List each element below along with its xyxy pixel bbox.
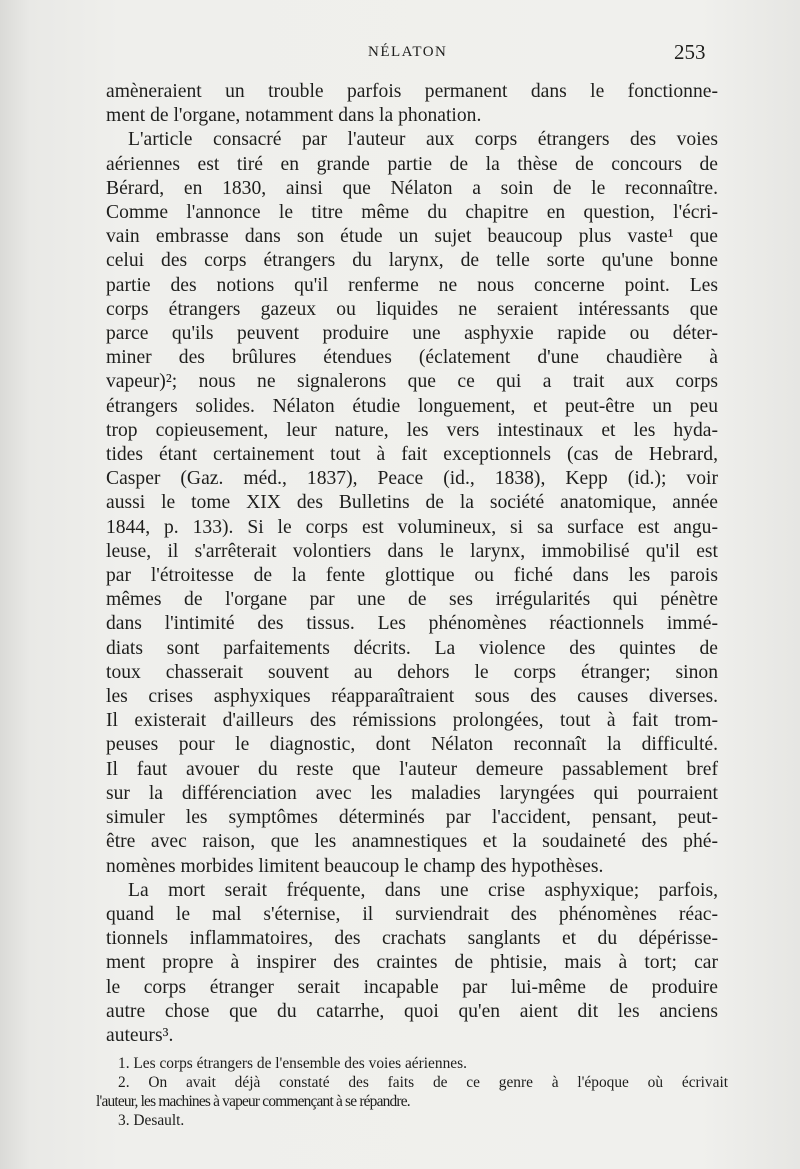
- text-line: trop copieusement, leur nature, les vers intestinaux et les hyda-: [106, 419, 718, 441]
- text-line: Il existerait d'ailleurs des rémissions prolongées, tout à fait trom-: [106, 710, 718, 732]
- text-line: toux chasserait souvent au dehors le corps étranger; sinon: [106, 661, 718, 683]
- page-number: 253: [674, 40, 706, 64]
- running-title: NÉLATON: [368, 44, 448, 60]
- text-line: quand le mal s'éternise, il surviendrait des phénomènes réac-: [106, 903, 718, 925]
- text-line: celui des corps étrangers du larynx, de telle sorte qu'une bonne: [106, 250, 718, 272]
- text-line: par l'étroitesse de la fente glottique ou fiché dans les parois: [106, 565, 718, 587]
- text-line: autre chose que du catarrhe, quoi qu'en aient dit les anciens: [106, 1000, 718, 1022]
- paragraph-3: [106, 879, 718, 1048]
- body-text: [106, 80, 718, 1048]
- text-line: Casper (Gaz. méd., 1837), Peace (id., 1838), Kepp (id.); voir: [106, 468, 718, 490]
- text-line: diats sont parfaitements décrits. La violence des quintes de: [106, 637, 718, 659]
- text-line: sur la différenciation avec les maladies laryngées qui pourraient: [106, 782, 718, 804]
- text-line: tides étant certainement tout à fait exceptionnels (cas de Hebrard,: [106, 444, 718, 466]
- page-header: [0, 40, 800, 66]
- text-line: vain embrasse dans son étude un sujet beaucoup plus vaste¹ que: [106, 226, 718, 248]
- text-line: miner des brûlures étendues (éclatement d'une chaudière à: [106, 347, 718, 369]
- text-line: leuse, il s'arrêterait volontiers dans le larynx, immobilisé qu'il est: [106, 540, 718, 562]
- text-line: partie des notions qu'il renferme ne nous concerne point. Les: [106, 274, 718, 296]
- text-line: nomènes morbides limitent beaucoup le champ des hypothèses.: [106, 855, 604, 877]
- text-line: mêmes de l'organe par une de ses irrégularités qui pénètre: [106, 589, 718, 611]
- text-line: ment propre à inspirer des craintes de phtisie, mais à tort; car: [106, 952, 718, 974]
- paragraph-2: [106, 128, 718, 878]
- text-line: Il faut avouer du reste que l'auteur demeure passablement bref: [106, 758, 718, 780]
- text-line: étrangers solides. Nélaton étudie longuement, et peut-être un peu: [106, 395, 718, 417]
- text-line: ment de l'organe, notamment dans la phonation.: [106, 105, 482, 127]
- text-line: L'article consacré par l'auteur aux corps étrangers des voies: [128, 129, 718, 151]
- text-line: Bérard, en 1830, ainsi que Nélaton a soin de le reconnaître.: [106, 177, 718, 199]
- text-line: tionnels inflammatoires, des crachats sanglants et du dépérisse-: [106, 928, 718, 950]
- text-line: le corps étranger serait incapable par lui-même de produire: [106, 976, 718, 998]
- text-line: vapeur)²; nous ne signalerons que ce qui a trait aux corps: [106, 371, 718, 393]
- text-line: 1844, p. 133). Si le corps est volumineux, si sa surface est angu-: [106, 516, 718, 538]
- footnote-1: 1. Les corps étrangers de l'ensemble des voies aériennes.: [118, 1055, 467, 1072]
- paragraph-1: [106, 80, 718, 128]
- text-line: amèneraient un trouble parfois permanent dans le fonctionne-: [106, 81, 718, 102]
- footnote-2-continuation: l'auteur, les machines à vapeur commençant à se répandre.: [96, 1093, 410, 1110]
- footnotes: [96, 1054, 728, 1130]
- text-line: parce qu'ils peuvent produire une asphyxie rapide ou déter-: [106, 323, 718, 345]
- text-line: dans l'intimité des tissus. Les phénomènes réactionnels immé-: [106, 613, 718, 635]
- text-line: aériennes est tiré en grande partie de la thèse de concours de: [106, 153, 718, 175]
- footnote-2: 2. On avait déjà constaté des faits de ce genre à l'époque où écrivait: [118, 1074, 728, 1091]
- text-line: La mort serait fréquente, dans une crise asphyxique; parfois,: [128, 879, 718, 901]
- text-line: corps étrangers gazeux ou liquides ne seraient intéressants que: [106, 298, 718, 320]
- text-line: les crises asphyxiques réapparaîtraient sous des causes diverses.: [106, 686, 718, 708]
- text-line: peuses pour le diagnostic, dont Nélaton reconnaît la difficulté.: [106, 734, 718, 756]
- footnote-3: 3. Desault.: [118, 1112, 185, 1129]
- text-line: simuler les symptômes déterminés par l'accident, pensant, peut-: [106, 807, 718, 829]
- text-line: Comme l'annonce le titre même du chapitre en question, l'écri-: [106, 202, 718, 224]
- text-line: être avec raison, que les anamnestiques et la soudaineté des phé-: [106, 831, 718, 853]
- text-line: auteurs³.: [106, 1024, 174, 1046]
- text-line: aussi le tome XIX des Bulletins de la société anatomique, année: [106, 492, 718, 514]
